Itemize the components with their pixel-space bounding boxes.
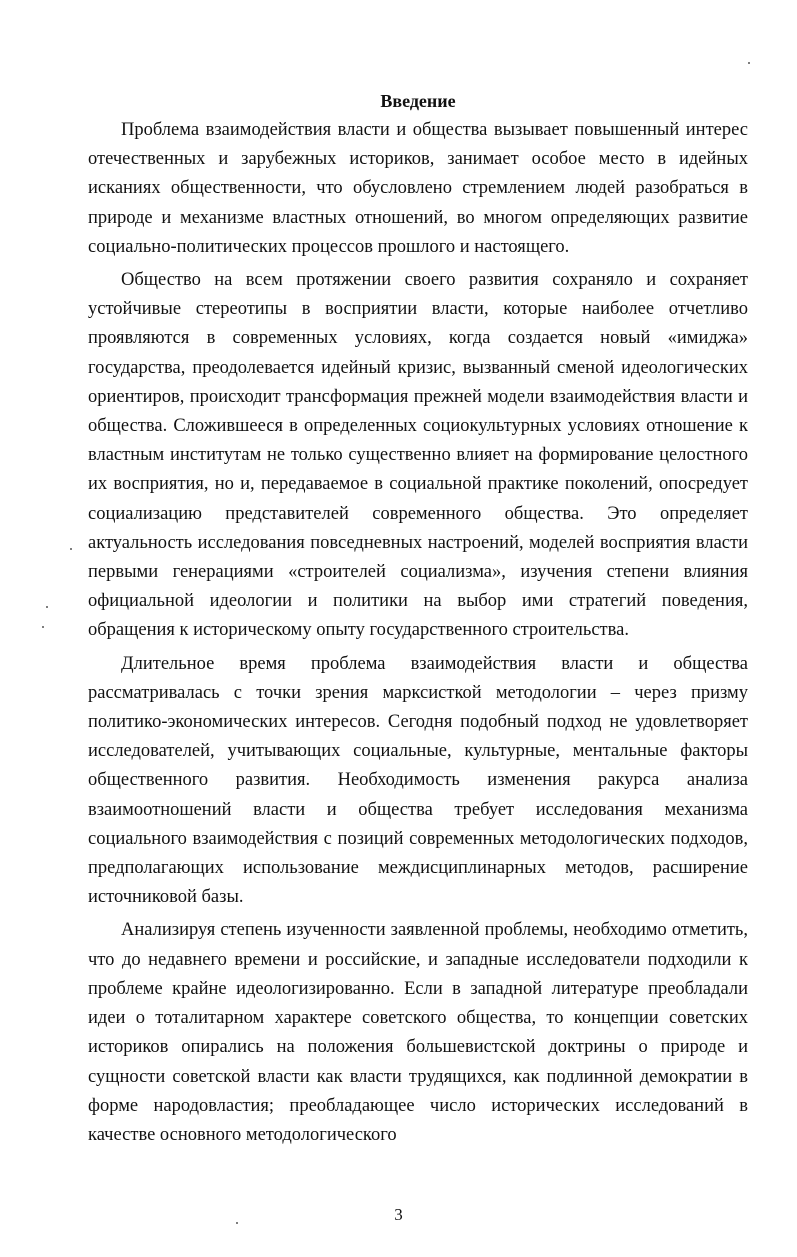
page-heading: Введение (380, 91, 456, 111)
paragraph-3: Длительное время проблема взаимодействия власти и общества рассматривалась с точки зрения марксисткой методологии – через призму политико-экономических интересов. Сегодня подобный подход не удовлетворяет исследователей, учитывающих социальные, культурные, ментальные факторы общественного развития. Необходимость изменения ракурса анализа взаимоотношений власти и общества требует исследования механизма социального взаимодействия с позиций современных методологических подходов, предполагающих использование междисциплинарных методов, расширение источниковой базы. (88, 653, 748, 908)
scan-speck (46, 606, 48, 608)
scan-speck (70, 548, 72, 550)
page-number: 3 (394, 1205, 403, 1224)
scan-speck (42, 626, 44, 628)
scan-speck (748, 62, 750, 64)
document-page (88, 88, 748, 1154)
paragraph-2: Общество на всем протяжении своего развития сохраняло и сохраняет устойчивые стереотипы в восприятии власти, которые наиболее отчетливо проявляются в современных условиях, когда создается новый «имиджа» государства, преодолевается идейный кризис, вызванный сменой идеологических ориентиров, происходит трансформация прежней модели взаимодействия власти и общества. Сложившееся в определенных социокультурных условиях отношение к властным институтам не только существенно влияет на формирование целостного их восприятия, но и, передаваемое в социальной практике поколений, опосредует социализацию представителей современного общества. Это определяет актуальность исследования повседневных настроений, моделей восприятия власти первыми генерациями «строителей социализма», изучения степени влияния официальной идеологии и политики на выбор ими стратегий поведения, обращения к историческому опыту государственного строительства. (88, 270, 748, 641)
paragraph-1: Проблема взаимодействия власти и общества вызывает повышенный интерес отечественных и зарубежных историков, занимает особое место в идейных исканиях общественности, что обусловлено стремлением людей разобраться в природе и механизме властных отношений, во многом определяющих развитие социально-политических процессов прошлого и настоящего. (88, 120, 748, 257)
scan-speck (236, 1222, 238, 1224)
paragraph-4: Анализируя степень изученности заявленной проблемы, необходимо отметить, что до недавнего времени и российские, и западные исследователи подходили к проблеме крайне идеологизированно. Если в западной литературе преобладали идеи о тоталитарном характере советского общества, то концепции советских историков опирались на положения большевистской доктрины о природе и сущности советской власти как власти трудящихся, как подлинной демократии в форме народовластия; преобладающее число исторических исследований в качестве основного методологического (88, 920, 748, 1145)
